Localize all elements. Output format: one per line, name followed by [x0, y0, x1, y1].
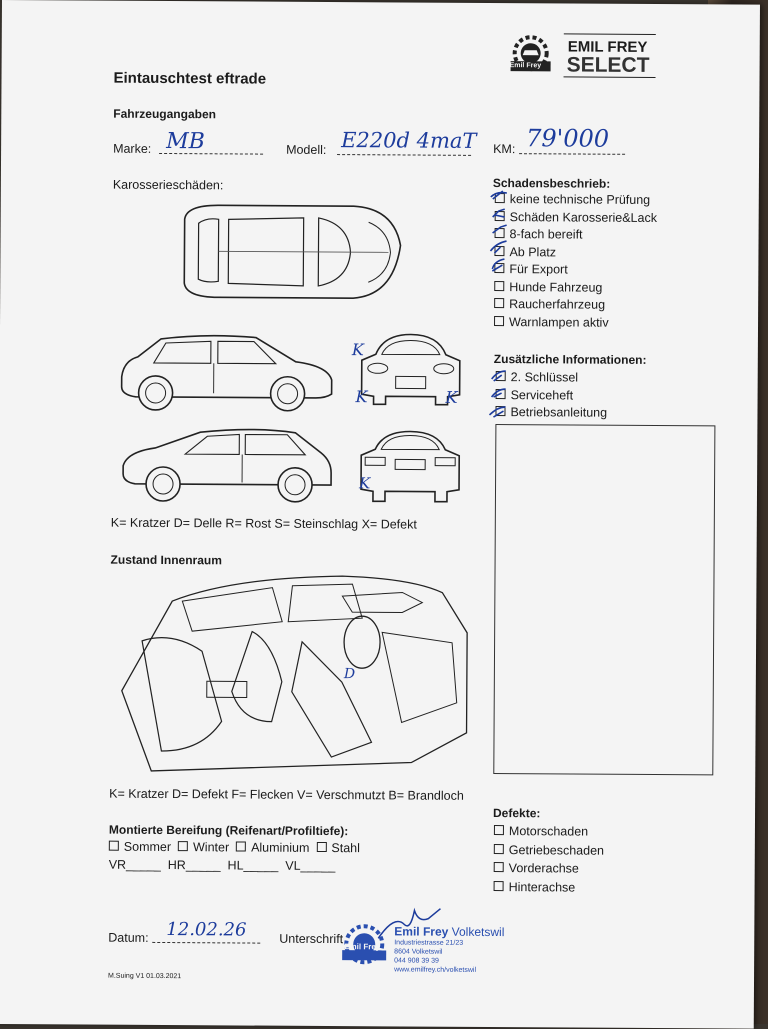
- info-item: Betriebsanleitung: [495, 405, 607, 423]
- damage-mark-front-left: K: [352, 340, 364, 359]
- stamp-city: 8604 Volketswil: [394, 948, 442, 955]
- interior-legend: K= Kratzer D= Defekt F= Flecken V= Verschmutzt B= Brandloch: [109, 787, 464, 803]
- modell-label: Modell:: [286, 143, 326, 157]
- checkbox-icon[interactable]: [316, 842, 326, 852]
- tire-options: Sommer Winter Aluminium Stahl: [109, 840, 360, 856]
- info-item: 2. Schlüssel: [496, 370, 608, 388]
- damage-mark-side-left: K: [356, 387, 368, 406]
- checkbox-icon[interactable]: [494, 298, 504, 308]
- datum-value: 12.02.26: [166, 919, 246, 940]
- datum-label: Datum:: [108, 931, 148, 945]
- damage-description-heading: Schadensbeschrieb:: [493, 176, 610, 191]
- emil-frey-emblem-icon: [505, 33, 557, 79]
- checkbox-icon[interactable]: [494, 862, 504, 872]
- damage-mark-rear-left: K: [359, 474, 370, 492]
- damage-item: Warnlampen aktiv: [494, 315, 656, 333]
- checkbox-icon[interactable]: [494, 844, 504, 854]
- defect-item: Motorschaden: [494, 824, 604, 843]
- signature-label: Unterschrift: [279, 932, 343, 946]
- damage-description-list: [494, 192, 657, 333]
- footer-code: M.Suing V1 01.03.2021: [108, 973, 181, 980]
- damage-item: Hunde Fahrzeug: [494, 280, 656, 298]
- additional-info-list: [495, 370, 607, 423]
- marke-label: Marke:: [113, 142, 151, 156]
- modell-value: E220d 4maT: [341, 128, 476, 153]
- stamp-street: Industriestrasse 21/23: [394, 939, 463, 946]
- damage-item: keine technische Prüfung: [495, 192, 657, 210]
- car-top-view-diagram: [178, 199, 409, 310]
- stamp-emblem-text: Emil Frey: [344, 942, 380, 951]
- damage-item: Ab Platz: [494, 245, 656, 263]
- car-rear-view: [355, 427, 465, 508]
- defect-item: Getriebeschaden: [494, 843, 604, 862]
- interior-heading: Zustand Innenraum: [111, 553, 222, 568]
- notes-box[interactable]: [493, 424, 715, 775]
- checkbox-icon[interactable]: [494, 316, 504, 326]
- stamp-web: www.emilfrey.ch/volketswil: [394, 966, 476, 974]
- info-item: Serviceheft: [496, 388, 608, 406]
- modell-line: [337, 154, 471, 156]
- checkbox-icon[interactable]: [494, 881, 504, 891]
- tires-heading: Montierte Bereifung (Reifenart/Profiltiefe):: [109, 823, 348, 838]
- datum-line: [152, 942, 260, 944]
- defect-item: Hinterachse: [494, 880, 604, 899]
- stamp-phone: 044 908 39 39: [394, 957, 439, 964]
- damage-item: Für Export: [494, 262, 656, 280]
- km-label: KM:: [493, 142, 515, 156]
- damage-item: Raucherfahrzeug: [494, 297, 656, 315]
- damage-mark-front-right: K: [446, 388, 458, 407]
- car-side-view-right: [115, 426, 335, 507]
- km-line: [519, 153, 625, 155]
- handwritten-checkmarks-icon: [488, 187, 513, 283]
- checkbox-icon[interactable]: [178, 841, 188, 851]
- brand-name-line2: SELECT: [567, 53, 650, 78]
- brand-name-line1: EMIL FREY: [568, 38, 648, 55]
- km-value: 79'000: [526, 124, 609, 153]
- vehicle-section-heading: Fahrzeugangaben: [113, 107, 216, 122]
- stamp-company: Emil Frey Volketswil: [394, 924, 504, 939]
- marke-value: MB: [166, 129, 205, 154]
- checkbox-icon[interactable]: [494, 825, 504, 835]
- defects-heading: Defekte:: [493, 806, 540, 820]
- handwritten-checkmarks-icon: [487, 367, 511, 423]
- form-title: Eintauschtest eftrade: [113, 70, 266, 88]
- checkbox-icon[interactable]: [109, 841, 119, 851]
- damage-item: Schäden Karosserie&Lack: [495, 210, 657, 228]
- interior-mark: D: [344, 666, 355, 682]
- checkbox-icon[interactable]: [236, 841, 246, 851]
- defect-item: Vorderachse: [494, 861, 604, 880]
- body-damage-label: Karosserieschäden:: [113, 178, 224, 193]
- defects-list: [494, 824, 605, 899]
- car-side-view-left: [115, 331, 341, 417]
- damage-item: 8-fach bereift: [495, 227, 657, 245]
- brand-logo: [564, 33, 656, 78]
- emblem-text: Emil Frey: [510, 62, 542, 69]
- car-interior-diagram: [111, 571, 472, 778]
- damage-legend: K= Kratzer D= Delle R= Rost S= Steinschlag X= Defekt: [111, 516, 417, 532]
- additional-info-heading: Zusätzliche Informationen:: [494, 352, 647, 367]
- tire-positions: VR_____ HR_____ HL_____ VL_____: [109, 858, 336, 873]
